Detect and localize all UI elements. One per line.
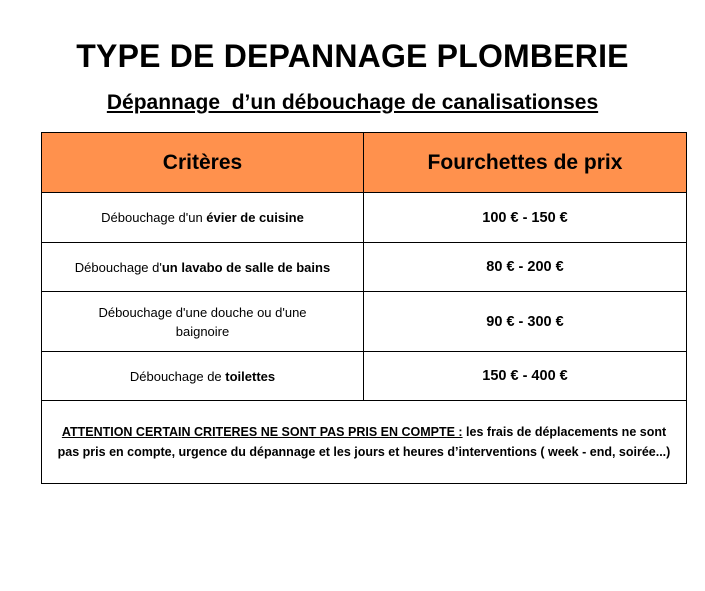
warning-label: ATTENTION CERTAIN CRITERES NE SONT PAS PRIS EN COMPTE : — [61, 425, 463, 439]
header-criteria-label: Critères — [162, 150, 243, 174]
warning-note-text — [54, 422, 674, 462]
criteria-cell — [42, 292, 364, 351]
price-cell — [364, 193, 686, 242]
header-price-cell — [364, 133, 686, 192]
criteria-cell — [42, 243, 364, 291]
price-range: 80 € - 200 € — [486, 259, 564, 275]
table-row — [42, 292, 686, 352]
criteria-bold: un lavabo de salle de bains — [161, 259, 331, 275]
criteria-prefix: Débouchage d'un — [101, 210, 207, 225]
price-cell — [364, 243, 686, 291]
criteria-bold: toilettes — [225, 368, 276, 384]
price-table — [41, 132, 687, 484]
criteria-prefix: Débouchage d' — [74, 259, 162, 275]
criteria-prefix: Débouchage d'une douche ou d'une baignoire — [98, 304, 307, 339]
criteria-text — [101, 208, 304, 227]
table-row — [42, 243, 686, 292]
table-header-row — [42, 133, 686, 193]
price-cell — [364, 352, 686, 400]
table-row — [42, 193, 686, 243]
criteria-prefix: Débouchage de — [129, 368, 226, 384]
price-range: 100 € - 150 € — [482, 209, 568, 226]
criteria-text — [130, 367, 275, 386]
criteria-text — [76, 303, 329, 341]
price-range: 150 € - 400 € — [482, 368, 568, 384]
page-subtitle: Dépannage d’un débouchage de canalisationses — [106, 91, 599, 114]
page-title: TYPE DE DEPANNAGE PLOMBERIE — [76, 38, 629, 74]
warning-details: les frais de déplacements ne sont pas pris en compte, urgence du dépannage et les jours et heures d’interventions ( week - end, soirée...) — [57, 425, 671, 459]
table-row — [42, 352, 686, 401]
price-cell — [364, 292, 686, 351]
warning-note — [42, 401, 686, 483]
criteria-text — [75, 258, 330, 277]
criteria-cell — [42, 193, 364, 242]
header-price-label: Fourchettes de prix — [427, 150, 623, 174]
criteria-cell — [42, 352, 364, 400]
header-criteria-cell — [42, 133, 364, 192]
price-range: 90 € - 300 € — [486, 313, 564, 330]
criteria-bold: évier de cuisine — [206, 210, 304, 225]
